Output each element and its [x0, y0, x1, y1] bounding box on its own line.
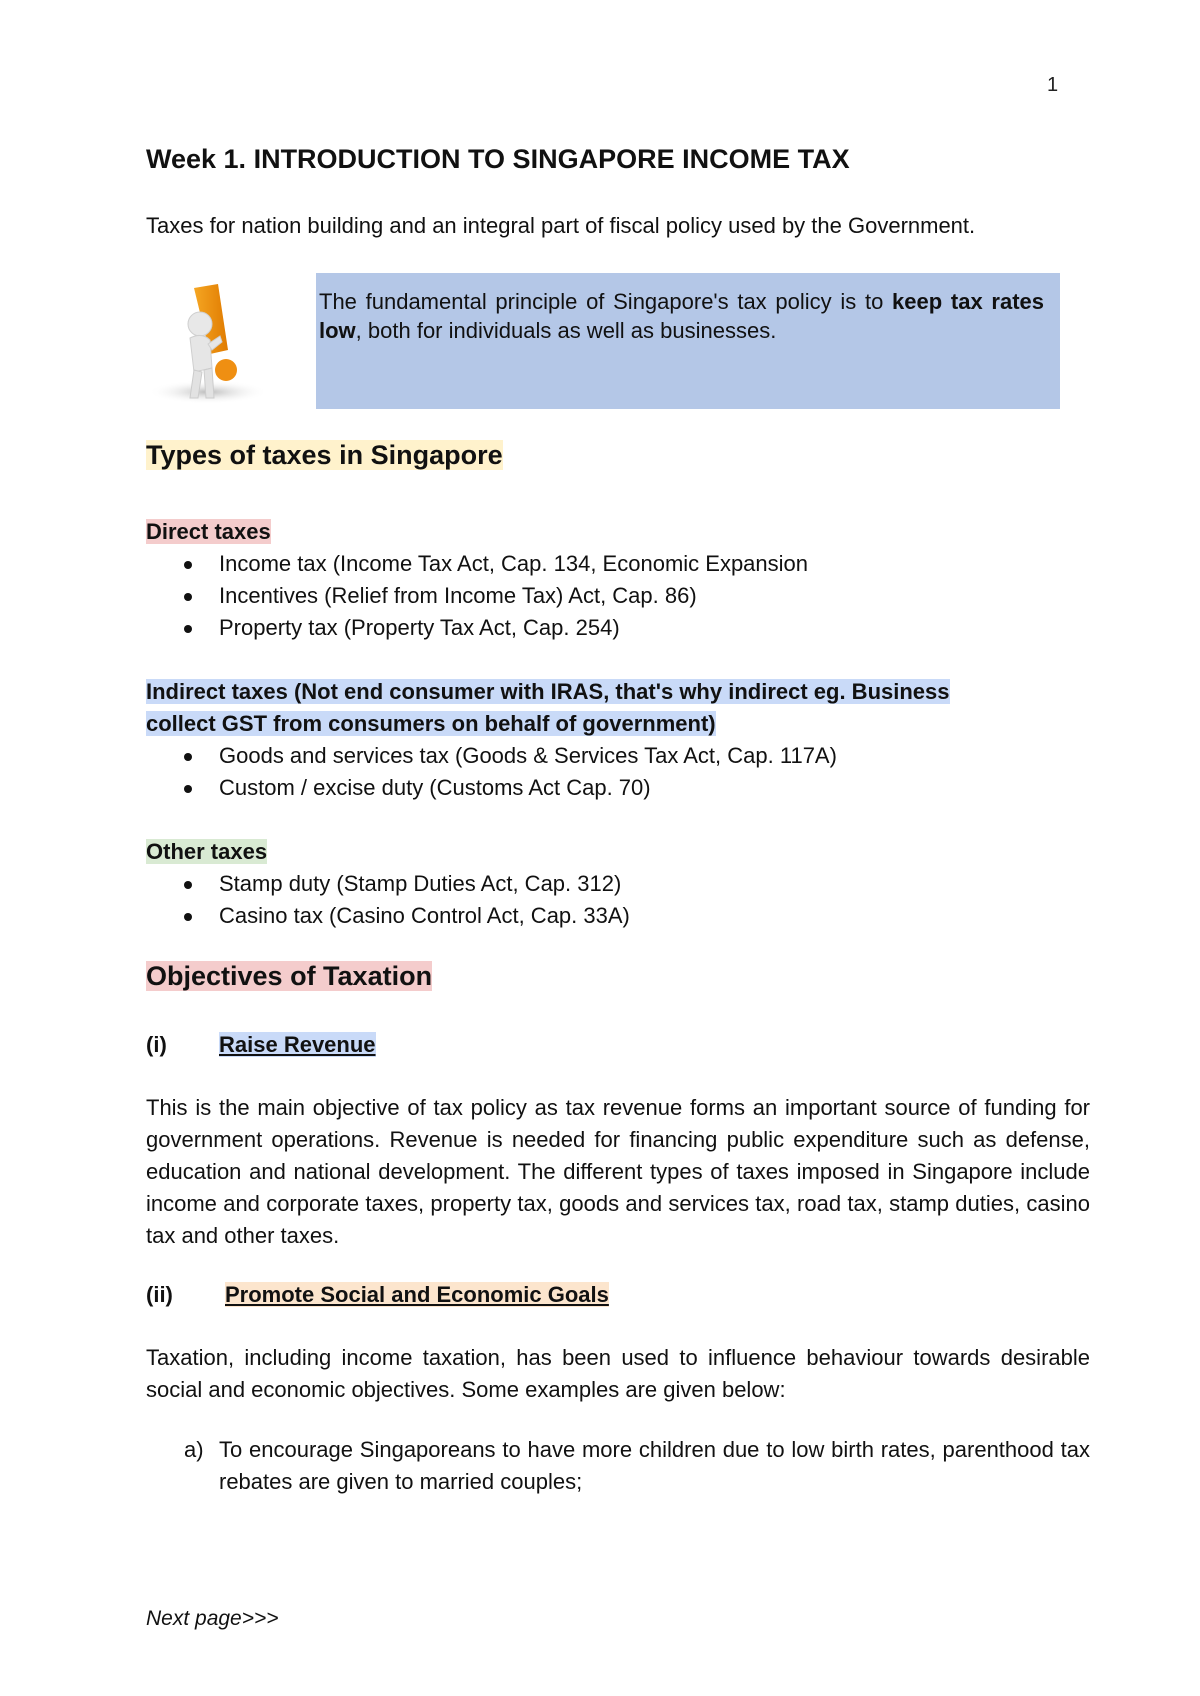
other-taxes-heading — [146, 836, 267, 868]
bullet-icon — [184, 561, 192, 569]
principle-callout — [316, 273, 1060, 409]
list-item — [146, 900, 630, 932]
list-item-text: Goods and services tax (Goods & Services Tax Act, Cap. 117A) — [219, 743, 837, 768]
list-item — [146, 612, 808, 644]
bullet-icon — [184, 913, 192, 921]
example-marker: a) — [184, 1437, 204, 1462]
objective-1-paragraph: This is the main objective of tax policy as tax revenue forms an important source of funding for government operations. Revenue is needed for financing public expenditure such as defense, education and national development. The different types of taxes imposed in Singapore include income and corporate taxes, property tax, goods and services tax, road tax, stamp duties, casino tax and other taxes. — [146, 1095, 1090, 1248]
objective-1-heading — [146, 1032, 376, 1058]
other-taxes-list — [146, 868, 630, 932]
indirect-taxes-heading-line2: collect GST from consumers on behalf of government) — [146, 711, 716, 736]
bullet-icon — [184, 785, 192, 793]
intro-text: Taxes for nation building and an integral part of fiscal policy used by the Government. — [146, 213, 976, 238]
list-item — [146, 580, 808, 612]
indirect-taxes-heading — [146, 676, 950, 740]
list-item-text: Incentives (Relief from Income Tax) Act, Cap. 86) — [219, 583, 697, 608]
other-taxes-heading-text: Other taxes — [146, 839, 268, 864]
example-item — [184, 1434, 1090, 1498]
types-heading — [146, 440, 503, 471]
next-page-note: Next page>>> — [146, 1607, 279, 1630]
indirect-taxes-heading-line1: Indirect taxes (Not end consumer with IRAS, that's why indirect eg. Business — [146, 679, 950, 704]
direct-taxes-list — [146, 548, 808, 644]
indirect-taxes-list — [146, 740, 837, 804]
list-item-text: Custom / excise duty (Customs Act Cap. 70) — [219, 775, 651, 800]
callout-text-before: The fundamental principle of Singapore's tax policy is to — [319, 289, 893, 314]
callout-text-after: , both for individuals as well as businesses. — [355, 318, 777, 343]
callout-bold: keep tax rates low — [319, 289, 1044, 343]
list-item-text: Income tax (Income Tax Act, Cap. 134, Economic Expansion — [219, 551, 809, 576]
objective-1-number: (i) — [146, 1032, 167, 1057]
list-item — [146, 548, 808, 580]
objective-2-number: (ii) — [146, 1282, 173, 1307]
list-item-text: Casino tax (Casino Control Act, Cap. 33A) — [219, 903, 630, 928]
objective-2-paragraph: Taxation, including income taxation, has been used to influence behaviour towards desirable social and economic objectives. Some examples are given below: — [146, 1345, 1090, 1402]
direct-taxes-heading-text: Direct taxes — [146, 519, 271, 544]
objectives-heading-text: Objectives of Taxation — [146, 961, 433, 991]
list-item — [146, 772, 837, 804]
direct-taxes-heading — [146, 516, 271, 548]
list-item-text: Property tax (Property Tax Act, Cap. 254) — [219, 615, 620, 640]
bullet-icon — [184, 593, 192, 601]
page-number: 1 — [1047, 74, 1059, 96]
objective-2-label: Promote Social and Economic Goals — [225, 1282, 609, 1307]
objectives-heading — [146, 961, 432, 992]
example-text: To encourage Singaporeans to have more children due to low birth rates, parenthood tax rebates are given to married couples; — [219, 1437, 1090, 1494]
bullet-icon — [184, 625, 192, 633]
bullet-icon — [184, 881, 192, 889]
bullet-icon — [184, 753, 192, 761]
person-with-exclamation-mark-icon — [146, 280, 280, 408]
page-title: Week 1. INTRODUCTION TO SINGAPORE INCOME TAX — [146, 144, 850, 174]
list-item — [146, 740, 837, 772]
objective-1-label: Raise Revenue — [219, 1032, 376, 1057]
list-item — [146, 868, 630, 900]
list-item-text: Stamp duty (Stamp Duties Act, Cap. 312) — [219, 871, 622, 896]
objective-2-heading — [146, 1282, 609, 1308]
types-heading-text: Types of taxes in Singapore — [146, 440, 503, 470]
